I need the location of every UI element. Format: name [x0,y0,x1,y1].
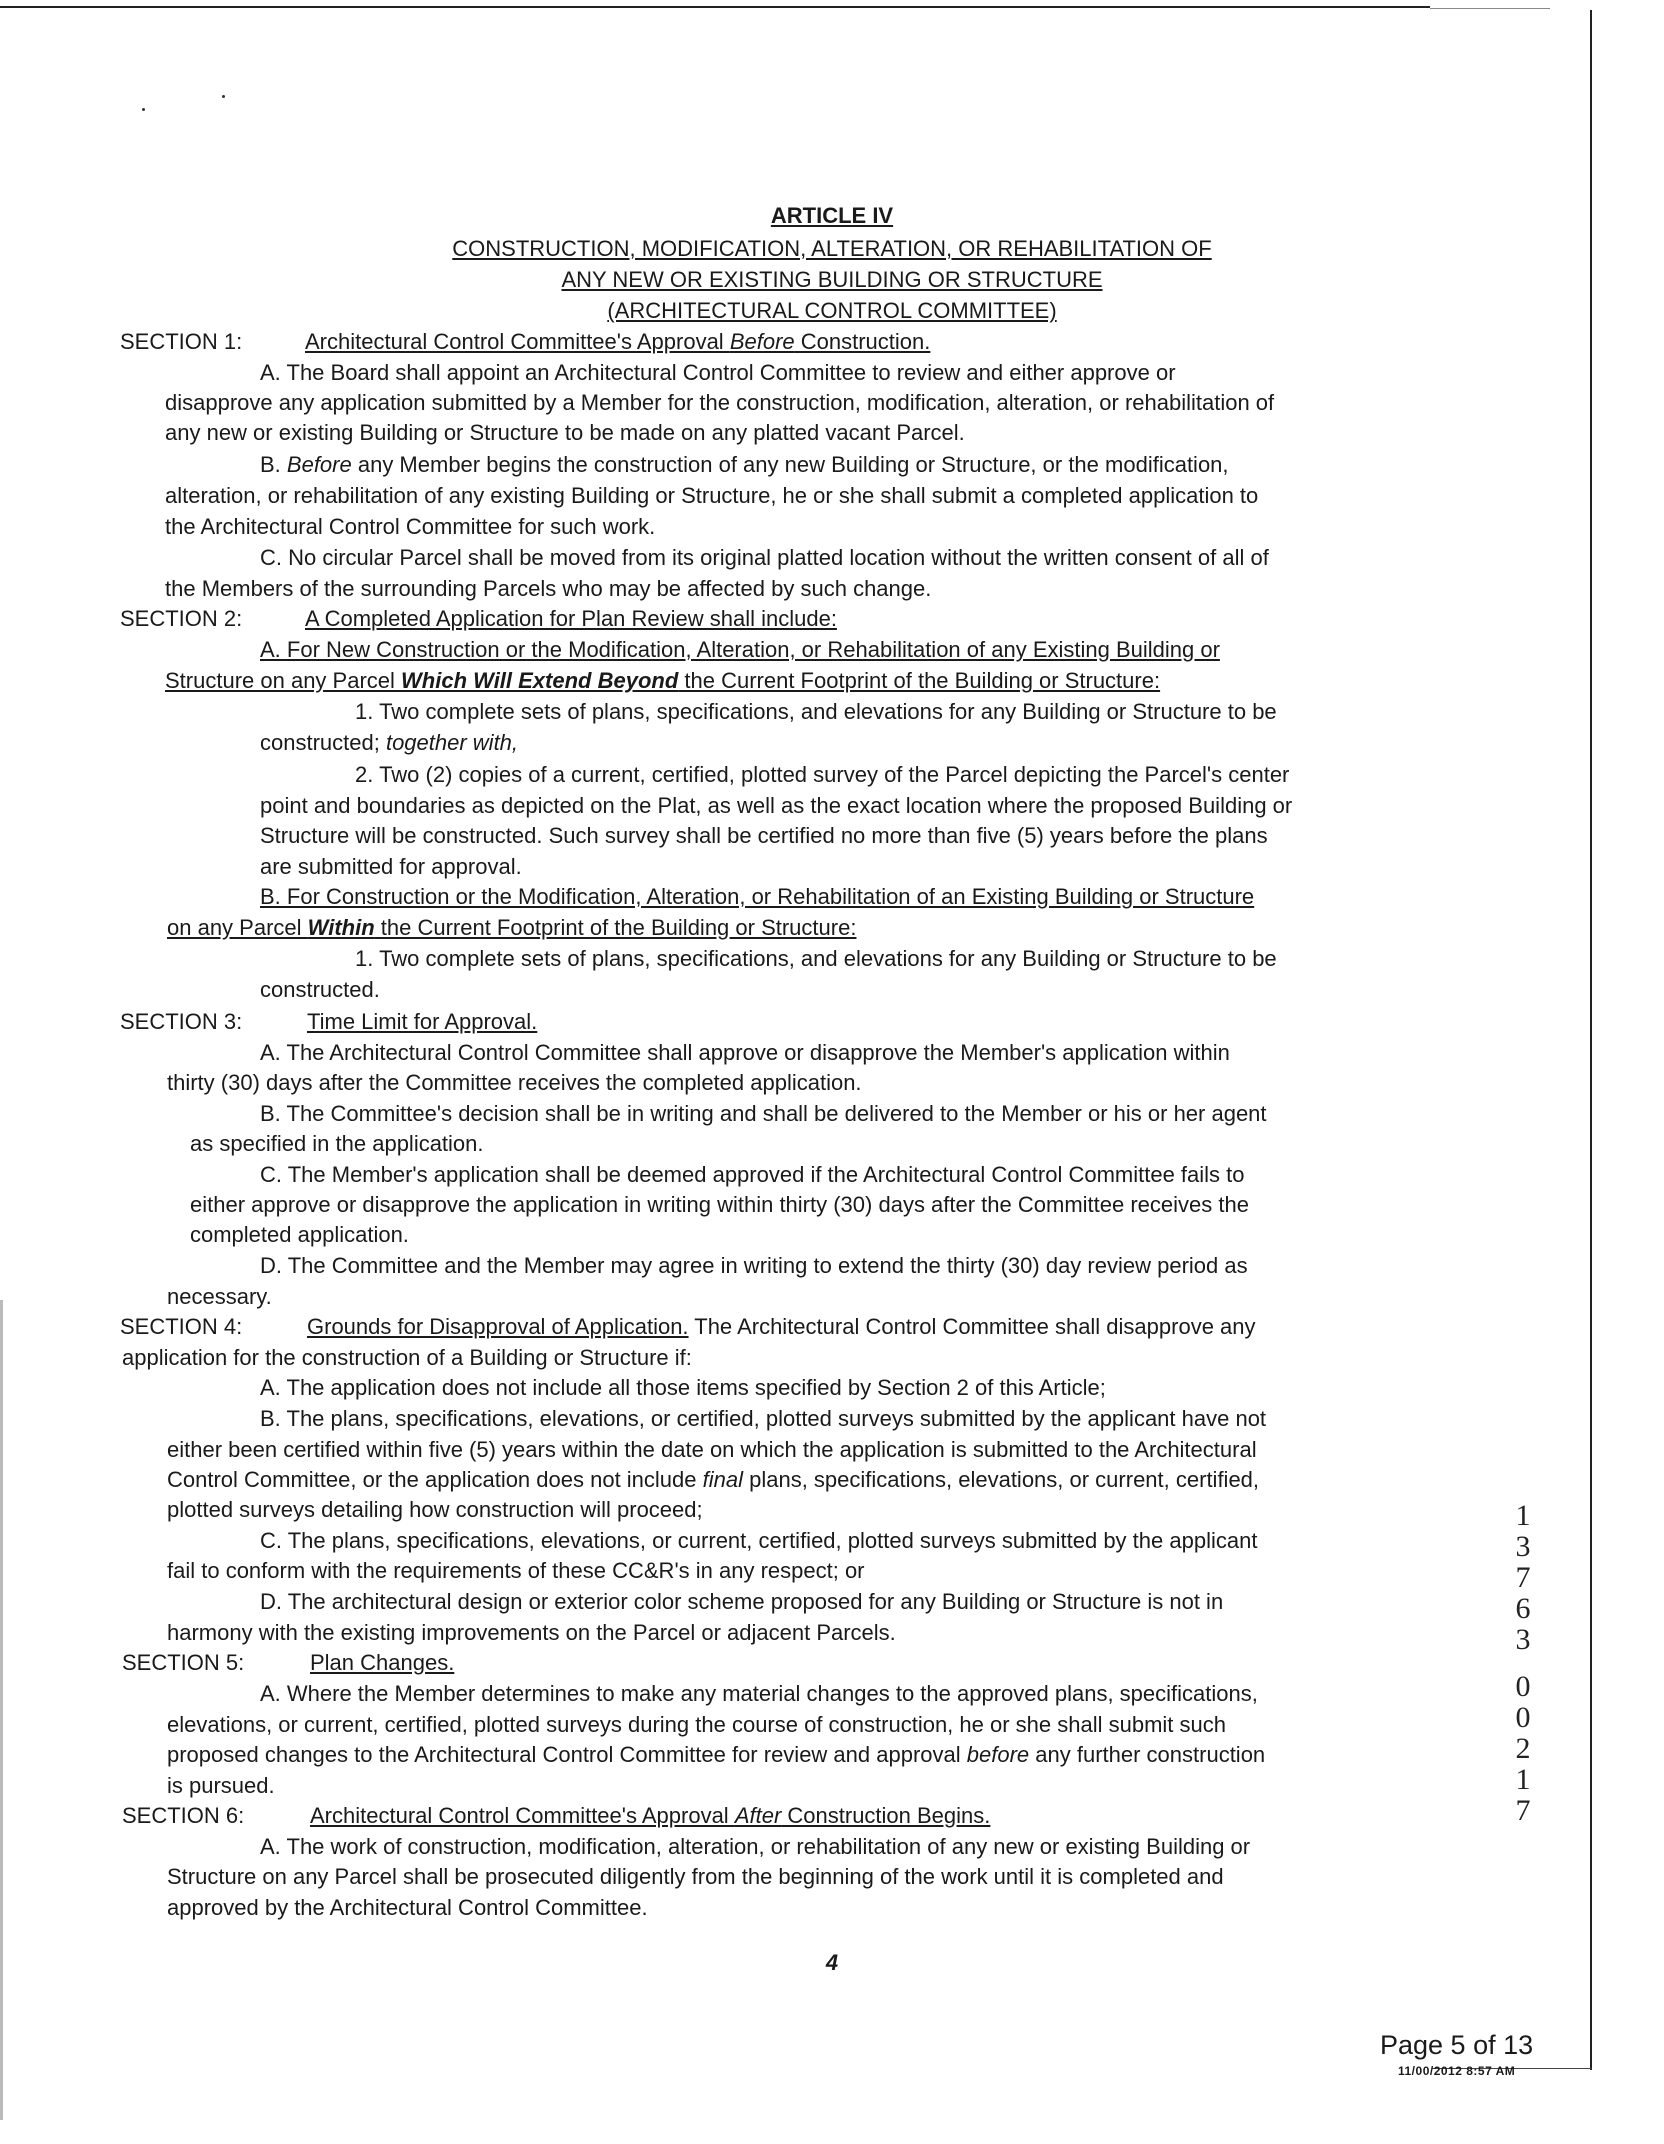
section-2-a-item2-line1: 2. Two (2) copies of a current, certified, plotted survey of the Parcel depicting the Parcel's center [355,762,1290,787]
section-4-title: Grounds for Disapproval of Application. [307,1314,689,1339]
section-2-b-item1-line2: constructed. [260,977,380,1002]
page-of-count: Page 5 of 13 [1380,2030,1534,2060]
recording-number-stamp: 1 3 7 6 3 0 0 2 1 7 [1515,1499,1531,1827]
section-6-title: Architectural Control Committee's Approval After Construction Begins. [310,1803,991,1828]
section-2-a-item2-line3: Structure will be constructed. Such survey shall be certified no more than five (5) years before the plans [260,823,1268,848]
section-2-a-line2: Structure on any Parcel Which Will Extend Beyond the Current Footprint of the Building or Structure: [165,668,1161,693]
fax-timestamp: 11/00/2012 8:57 AM [1398,2064,1516,2078]
section-4-d-line2: harmony with the existing improvements on the Parcel or adjacent Parcels. [167,1620,896,1645]
section-1-title: Architectural Control Committee's Approval Before Construction. [305,329,931,354]
scan-speck [142,108,145,111]
scan-border-top-dashed [1430,8,1550,9]
section-2-title: A Completed Application for Plan Review shall include: [305,606,837,631]
section-6-a-line1: A. The work of construction, modification, alteration, or rehabilitation of any new or existing Building or [260,1834,1251,1859]
section-5-a-line1: A. Where the Member determines to make any material changes to the approved plans, specifications, [260,1681,1258,1706]
section-3-label: SECTION 3: [120,1009,243,1034]
section-1-c-line2: the Members of the surrounding Parcels who may be affected by such change. [165,576,932,601]
section-3-d-line1: D. The Committee and the Member may agree in writing to extend the thirty (30) day review period as [260,1253,1248,1278]
scan-border-top [0,6,1430,8]
section-1-a-line2: disapprove any application submitted by a Member for the construction, modification, alteration, or rehabilitation of [165,390,1275,415]
article-title-line1: CONSTRUCTION, MODIFICATION, ALTERATION, OR REHABILITATION OF [452,236,1212,261]
section-4-b-line2: either been certified within five (5) years within the date on which the application is submitted to the Architectural [167,1437,1257,1462]
section-3-title: Time Limit for Approval. [307,1009,538,1034]
section-4-intro-line2: application for the construction of a Building or Structure if: [122,1345,692,1370]
section-1-b-line3: the Architectural Control Committee for such work. [165,514,656,539]
section-1-b-line1: B. Before any Member begins the construction of any new Building or Structure, or the modification, [260,452,1229,477]
section-3-a-line1: A. The Architectural Control Committee shall approve or disapprove the Member's application within [260,1040,1230,1065]
section-1-a-line1: A. The Board shall appoint an Architectural Control Committee to review and either approve or [260,360,1176,385]
scan-speck [222,95,225,98]
section-4-intro-line1: Grounds for Disapproval of Application. The Architectural Control Committee shall disapprove any [307,1314,1256,1339]
section-5-title: Plan Changes. [310,1650,455,1675]
section-2-b-item1-line1: 1. Two complete sets of plans, specifications, and elevations for any Building or Structure to be [355,946,1277,971]
section-4-d-line1: D. The architectural design or exterior color scheme proposed for any Building or Structure is not in [260,1589,1224,1614]
section-5-label: SECTION 5: [122,1650,245,1675]
article-title-line3: (ARCHITECTURAL CONTROL COMMITTEE) [607,298,1057,323]
section-2-b-line2: on any Parcel Within the Current Footprint of the Building or Structure: [167,915,857,940]
section-6-a-line2: Structure on any Parcel shall be prosecuted diligently from the beginning of the work until it is completed and [167,1864,1224,1889]
section-2-a-item2-line2: point and boundaries as depicted on the Plat, as well as the exact location where the proposed Building or [260,793,1293,818]
section-2-a-item1-line2: constructed; together with, [260,730,519,755]
section-4-c-line2: fail to conform with the requirements of these CC&R's in any respect; or [167,1558,865,1583]
section-3-b-line2: as specified in the application. [190,1131,484,1156]
section-5-a-line3: proposed changes to the Architectural Control Committee for review and approval before any further construction [167,1742,1266,1767]
section-6-a-line3: approved by the Architectural Control Committee. [167,1895,648,1920]
section-4-c-line1: C. The plans, specifications, elevations, or current, certified, plotted surveys submitted by the applicant [260,1528,1258,1553]
section-2-a-line1: A. For New Construction or the Modification, Alteration, or Rehabilitation of any Existing Building or [260,637,1220,662]
scan-edge-left [0,1300,3,2120]
section-1-b-line2: alteration, or rehabilitation of any existing Building or Structure, he or she shall submit a completed application to [165,483,1259,508]
section-3-b-line1: B. The Committee's decision shall be in writing and shall be delivered to the Member or his or her agent [260,1101,1267,1126]
section-3-a-line2: thirty (30) days after the Committee receives the completed application. [167,1070,862,1095]
section-4-b-line1: B. The plans, specifications, elevations, or certified, plotted surveys submitted by the applicant have not [260,1406,1267,1431]
section-3-d-line2: necessary. [167,1284,272,1309]
page-number: 4 [825,1950,839,1975]
section-2-a-item1-line1: 1. Two complete sets of plans, specifications, and elevations for any Building or Structure to be [355,699,1277,724]
section-3-c-line3: completed application. [190,1222,409,1247]
section-4-b-line3: Control Committee, or the application does not include final plans, specifications, elevations, or current, certified, [167,1467,1260,1492]
section-4-b-line4: plotted surveys detailing how construction will proceed; [167,1497,703,1522]
section-3-c-line2: either approve or disapprove the application in writing within thirty (30) days after the Committee receives the [190,1192,1249,1217]
section-1-c-line1: C. No circular Parcel shall be moved from its original platted location without the written consent of all of [260,545,1269,570]
section-4-label: SECTION 4: [120,1314,243,1339]
section-5-a-line2: elevations, or current, certified, plotted surveys during the course of construction, he or she shall submit such [167,1712,1226,1737]
article-heading: ARTICLE IV [770,203,894,228]
section-2-a-item2-line4: are submitted for approval. [260,854,522,879]
section-1-a-line3: any new or existing Building or Structure to be made on any platted vacant Parcel. [165,420,965,445]
section-5-a-line4: is pursued. [167,1773,275,1798]
section-6-label: SECTION 6: [122,1803,245,1828]
section-3-c-line1: C. The Member's application shall be deemed approved if the Architectural Control Committee fails to [260,1162,1245,1187]
section-2-label: SECTION 2: [120,606,243,631]
section-1-label: SECTION 1: [120,329,243,354]
article-title-line2: ANY NEW OR EXISTING BUILDING OR STRUCTURE [561,267,1103,292]
section-4-a-line1: A. The application does not include all those items specified by Section 2 of this Article; [260,1375,1106,1400]
section-2-b-line1: B. For Construction or the Modification, Alteration, or Rehabilitation of an Existing Building or Structure [260,884,1255,909]
